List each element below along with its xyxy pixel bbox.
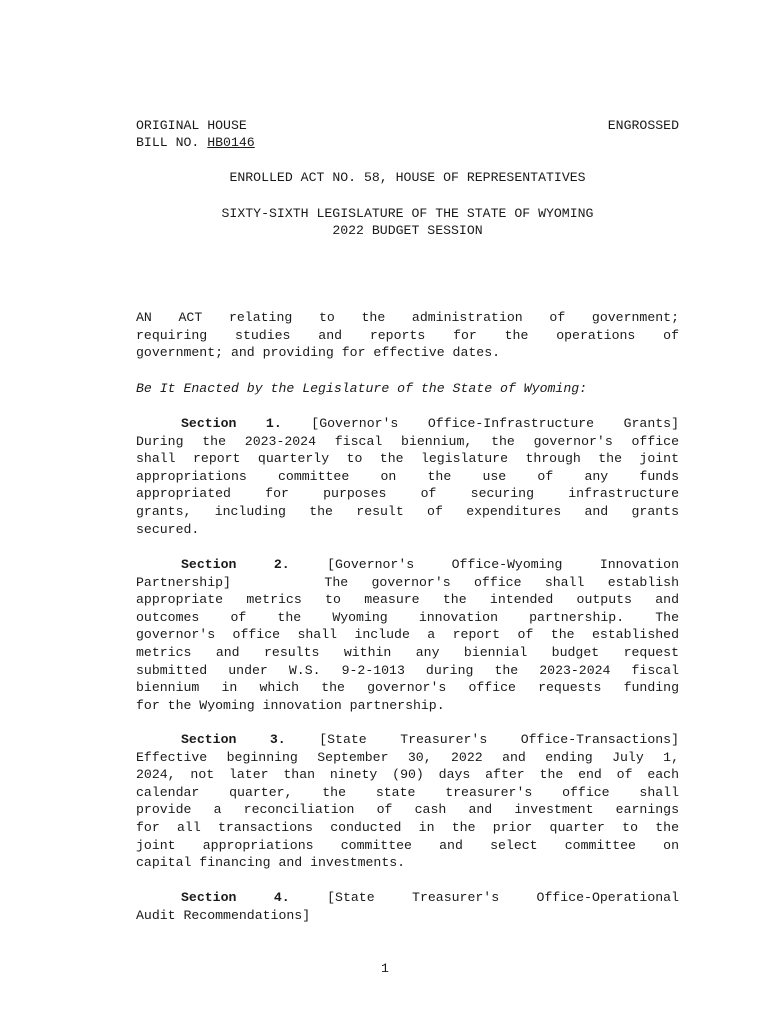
section-line: capital financing and investments. (136, 855, 406, 871)
section-line: Partnership] The governor's office shall establish (136, 574, 679, 590)
section-line: joint appropriations committee and select committee on (136, 837, 679, 853)
section-line: [Governor's Office-Wyoming Innovation (327, 557, 679, 572)
section-line: governor's office shall include a report of the established (136, 627, 679, 643)
enacting-clause: Be It Enacted by the Legislature of the State of Wyoming: (136, 381, 588, 396)
header-engrossed: ENGROSSED (607, 118, 679, 133)
section-first-line (136, 889, 679, 907)
section-line: grants, including the result of expenditures and grants (136, 503, 679, 519)
section-line: [State Treasurer's Office-Transactions] (319, 732, 680, 747)
section-line: appropriate metrics to measure the intended outputs and (136, 592, 679, 608)
section-first-line (136, 556, 679, 574)
section-line: submitted under W.S. 9-2-1013 during the 2023-2024 fiscal (136, 662, 679, 678)
act-paragraph (136, 309, 679, 362)
act-line: requiring studies and reports for the operations of (136, 327, 679, 343)
section-line: for the Wyoming innovation partnership. (136, 697, 445, 713)
section-line: Audit Recommendations] (136, 907, 311, 923)
section-line: outcomes of the Wyoming innovation partnership. The (136, 609, 679, 625)
section-line: appropriations committee on the use of any funds (136, 468, 679, 484)
page-number: 1 (381, 961, 389, 976)
section-line: [State Treasurer's Office-Operational (327, 890, 679, 905)
section-label: Section 2. (181, 557, 290, 572)
bill-number-link[interactable]: HB0146 (207, 135, 255, 150)
section-line: Effective beginning September 30, 2022 and ending July 1, (136, 749, 679, 765)
section-3 (136, 731, 679, 872)
act-line: AN ACT relating to the administration of government; (136, 310, 679, 325)
section-line: appropriated for purposes of securing infrastructure (136, 486, 679, 502)
section-label: Section 3. (181, 732, 286, 747)
session-title: 2022 BUDGET SESSION (332, 223, 483, 238)
section-line: biennium in which the governor's office requests funding (136, 680, 679, 696)
section-line: provide a reconciliation of cash and investment earnings (136, 802, 679, 818)
legislature-title: SIXTY-SIXTH LEGISLATURE OF THE STATE OF WYOMING (221, 206, 594, 221)
header-bill-number-line (136, 134, 679, 151)
enrolled-act-title: ENROLLED ACT NO. 58, HOUSE OF REPRESENTATIVES (229, 170, 586, 185)
header-original-house: ORIGINAL HOUSE (136, 118, 247, 133)
section-first-line (136, 731, 679, 749)
section-label: Section 4. (181, 890, 290, 905)
section-line: metrics and results within any biennial budget request (136, 644, 679, 660)
section-line: secured. (136, 521, 200, 537)
section-4 (136, 889, 679, 924)
section-line: [Governor's Office-Infrastructure Grants] (311, 416, 679, 431)
section-line: calendar quarter, the state treasurer's office shall (136, 784, 679, 800)
section-line: for all transactions conducted in the prior quarter to the (136, 819, 679, 835)
section-line: shall report quarterly to the legislature through the joint (136, 451, 679, 467)
act-line: government; and providing for effective dates. (136, 345, 501, 361)
section-line: During the 2023-2024 fiscal biennium, the governor's office (136, 433, 679, 449)
section-2 (136, 556, 679, 714)
section-1 (136, 415, 679, 538)
section-line: 2024, not later than ninety (90) days after the end of each (136, 767, 679, 783)
bill-no-prefix: BILL NO. (136, 135, 208, 150)
section-first-line (136, 415, 679, 433)
section-label: Section 1. (181, 416, 282, 431)
